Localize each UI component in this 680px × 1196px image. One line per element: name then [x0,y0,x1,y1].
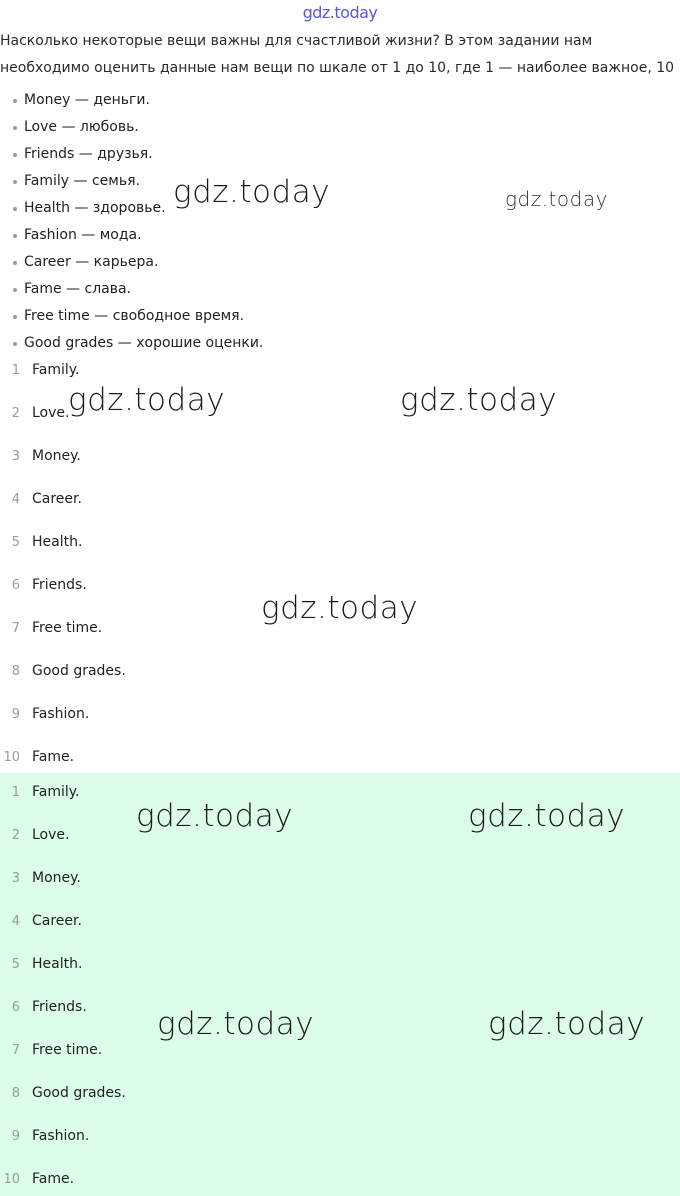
bullet-icon [13,180,17,184]
bullet-icon [13,99,17,103]
vocab-item: Friends — друзья. [0,141,680,168]
watermark: gdz.today [400,382,558,418]
watermark: gdz.today [468,798,626,834]
task-intro [0,28,680,90]
list-item: 5 Health. [11,534,83,550]
list-item: 2 Love. [11,405,70,421]
bullet-icon [13,315,17,319]
list-item: 3 Money. [11,870,81,886]
vocab-item: Career — карьера. [0,249,680,276]
watermark: gdz.today [157,1006,315,1042]
list-item: 7 Free time. [11,1042,103,1058]
vocab-item: Fame — слава. [0,276,680,303]
bullet-icon [13,342,17,346]
list-item: 3 Money. [11,448,81,464]
vocab-item: Family — семья. [0,168,680,195]
list-item: 9 Fashion. [11,1128,90,1144]
bullet-icon [13,288,17,292]
vocab-item: Good grades — хорошие оценки. [0,330,680,357]
list-item: 5 Health. [11,956,83,972]
answer-list [0,771,680,1196]
list-item: 4 Career. [11,913,82,929]
vocab-item: Fashion — мода. [0,222,680,249]
intro-line-2: необходимо оценить данные нам вещи по шкале от 1 до 10, где 1 — наиболее важное, 10 [0,60,675,76]
bullet-icon [13,126,17,130]
list-item: 1 Family. [11,784,80,800]
vocab-item: Love — любовь. [0,114,680,141]
list-item: 10 Fame. [3,749,75,765]
watermark: gdz.today [261,590,419,626]
watermark: gdz.today [173,174,331,210]
bullet-icon [13,207,17,211]
bullet-icon [13,153,17,157]
vocab-item: Health — здоровье. [0,195,680,222]
list-item: 1 Family. [11,362,80,378]
vocab-item: Money — деньги. [0,87,680,114]
list-item: 8 Good grades. [11,663,126,679]
watermark: gdz.today [136,798,294,834]
watermark: gdz.today [68,382,226,418]
bullet-icon [13,234,17,238]
watermark: gdz.today [488,1006,646,1042]
bullet-icon [13,261,17,265]
list-item: 4 Career. [11,491,82,507]
list-item: 6 Friends. [11,999,87,1015]
intro-line-1: Насколько некоторые вещи важны для счастливой жизни? В этом задании нам [0,33,593,49]
watermark: gdz.today [505,187,608,211]
list-item: 6 Friends. [11,577,87,593]
list-item: 7 Free time. [11,620,103,636]
list-item: 2 Love. [11,827,70,843]
site-header-link[interactable]: gdz.today [302,3,378,22]
list-item: 9 Fashion. [11,706,90,722]
list-item: 10 Fame. [3,1171,75,1187]
vocabulary-list [0,87,680,357]
list-item: 8 Good grades. [11,1085,126,1101]
vocab-item: Free time — свободное время. [0,303,680,330]
